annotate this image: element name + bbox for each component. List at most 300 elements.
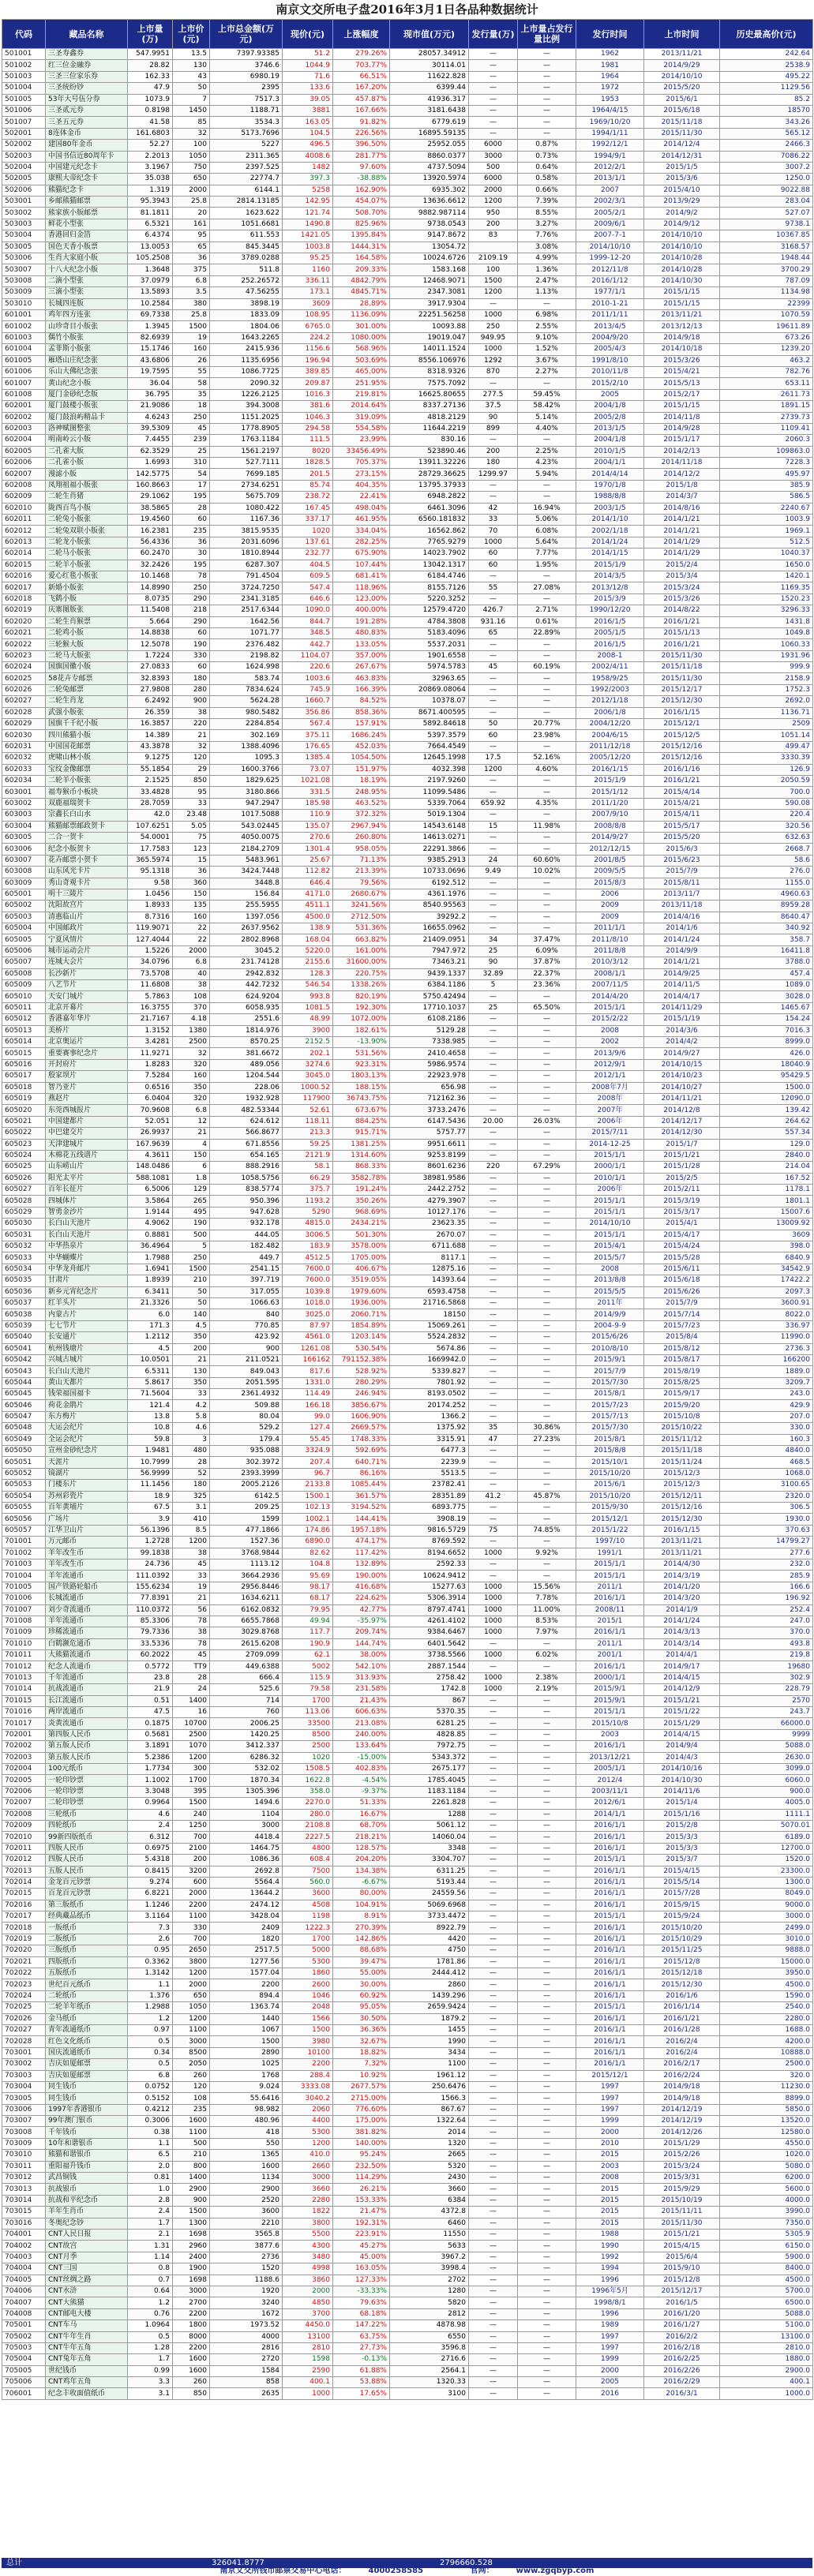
table-row[interactable] [2,219,813,230]
table-row[interactable] [2,968,813,979]
table-row[interactable] [2,1775,813,1786]
table-row[interactable] [2,2104,813,2115]
column-header: 上涨幅度 [333,20,390,49]
table-row[interactable] [2,1889,813,1900]
table-row[interactable] [2,1173,813,1184]
table-row[interactable] [2,480,813,491]
cell-issue-date: 1998/8/1 [576,2297,644,2308]
table-row[interactable] [2,1786,813,1797]
table-row[interactable] [2,1332,813,1343]
table-row[interactable] [2,707,813,718]
cell-name: 镜湖片 [46,1468,128,1479]
cell-list-amount: 252.26572 [210,275,283,286]
table-row[interactable] [2,2297,813,2308]
cell-list-qty: 0.8881 [128,1230,173,1241]
table-row[interactable] [2,1389,813,1400]
table-row[interactable] [2,2241,813,2252]
table-row[interactable] [2,1139,813,1150]
table-row[interactable] [2,627,813,638]
table-row[interactable] [2,1537,813,1548]
table-row[interactable] [2,2388,813,2399]
table-row[interactable] [2,1230,813,1241]
table-row[interactable] [2,2275,813,2286]
table-row[interactable] [2,242,813,253]
table-row[interactable] [2,2320,813,2331]
cell-change: 23.99% [333,435,390,446]
table-row[interactable] [2,309,813,320]
table-row[interactable] [2,94,813,105]
table-row[interactable] [2,2070,813,2081]
table-row[interactable] [2,151,813,162]
table-row[interactable] [2,515,813,526]
table-row[interactable] [2,1457,813,1468]
table-row[interactable] [2,844,813,855]
cell-issue-date: 2006年 [576,1185,644,1196]
cell-market-value: 5220.3252 [390,593,469,605]
table-row[interactable] [2,208,813,219]
cell-change: 2434.21% [333,1219,390,1230]
cell-issue-qty: — [469,1354,518,1365]
table-row[interactable] [2,639,813,650]
table-row[interactable] [2,1241,813,1252]
table-row[interactable] [2,298,813,309]
cell-change: 273.15% [333,469,390,480]
cell-list-price: 380 [173,298,210,309]
table-row[interactable] [2,867,813,878]
table-row[interactable] [2,741,813,752]
table-row[interactable] [2,2161,813,2172]
cell-issue-qty: 3000 [469,151,518,162]
cell-code: 502001 [2,128,46,139]
table-row[interactable] [2,2047,813,2058]
table-row[interactable] [2,162,813,173]
cell-list-amount: 1086.7725 [210,366,283,377]
table-row[interactable] [2,1025,813,1036]
table-row[interactable] [2,2127,813,2138]
table-row[interactable] [2,1309,813,1320]
cell-hist-high: 429.9 [720,1400,813,1411]
table-row[interactable] [2,1082,813,1093]
cell-price: 4171.0 [283,889,333,900]
table-row[interactable] [2,1264,813,1275]
table-row[interactable] [2,1707,813,1718]
table-row[interactable] [2,1354,813,1365]
table-row[interactable] [2,1809,813,1820]
cell-list-price: 140 [173,1309,210,1320]
table-row[interactable] [2,730,813,741]
table-row[interactable] [2,1604,813,1616]
cell-list-ratio: — [518,1036,576,1047]
cell-list-amount: 1051.6681 [210,219,283,230]
table-row[interactable] [2,1923,813,1934]
table-row[interactable] [2,1956,813,1968]
table-row[interactable] [2,673,813,684]
table-row[interactable] [2,1036,813,1047]
table-row[interactable] [2,1275,813,1286]
cell-issue-date: 2010/1/1 [576,1173,644,1184]
table-row[interactable] [2,1480,813,1491]
table-row[interactable] [2,1423,813,1434]
table-row[interactable] [2,1252,813,1264]
table-row[interactable] [2,1093,813,1104]
cell-list-date: 2015/1/21 [644,1695,720,1706]
cell-change: 80.00% [333,1889,390,1900]
table-row[interactable] [2,140,813,151]
table-row[interactable] [2,287,813,298]
table-row[interactable] [2,332,813,343]
table-row[interactable] [2,49,813,60]
table-row[interactable] [2,1150,813,1161]
cell-list-price: 2200 [173,2308,210,2320]
table-row[interactable] [2,435,813,446]
table-row[interactable] [2,1672,813,1683]
cell-list-ratio: 22.89% [518,627,576,638]
table-row[interactable] [2,616,813,627]
table-row[interactable] [2,1638,813,1649]
table-row[interactable] [2,71,813,82]
cell-price: 3980 [283,2036,333,2047]
cell-name: 中华蝴蝶片 [46,1252,128,1264]
table-row[interactable] [2,2342,813,2353]
table-row[interactable] [2,1877,813,1888]
table-row[interactable] [2,344,813,355]
cell-list-amount: 3815.9535 [210,526,283,537]
table-row[interactable] [2,878,813,889]
cell-issue-date: 1999 [576,2116,644,2127]
table-row[interactable] [2,1343,813,1354]
table-row[interactable] [2,1503,813,1514]
table-row[interactable] [2,1400,813,1411]
table-row[interactable] [2,401,813,412]
table-row[interactable] [2,1979,813,1990]
cell-name: CNT牛年生肖 [46,2331,128,2342]
cell-issue-date: 2015 [576,2150,644,2161]
table-row[interactable] [2,1945,813,1956]
cell-list-price: 250 [173,412,210,423]
table-row[interactable] [2,798,813,809]
table-row[interactable] [2,650,813,661]
table-row[interactable] [2,719,813,730]
table-row[interactable] [2,900,813,912]
table-row[interactable] [2,2308,813,2320]
table-row[interactable] [2,492,813,503]
table-row[interactable] [2,2173,813,2184]
cell-list-price: 350 [173,1332,210,1343]
table-row[interactable] [2,1048,813,1059]
cell-list-amount: 849.043 [210,1366,283,1377]
table-row[interactable] [2,945,813,957]
table-row[interactable] [2,264,813,275]
table-row[interactable] [2,446,813,457]
table-row[interactable] [2,1162,813,1173]
table-row[interactable] [2,1855,813,1866]
cell-list-price: 10700 [173,1718,210,1729]
cell-list-qty: 2.6 [128,1934,173,1945]
table-row[interactable] [2,185,813,196]
table-row[interactable] [2,1128,813,1139]
cell-hist-high: 5900.0 [720,2252,813,2263]
table-row[interactable] [2,1593,813,1604]
cell-list-price: 129 [173,1185,210,1196]
table-row[interactable] [2,571,813,582]
table-row[interactable] [2,1059,813,1070]
table-row[interactable] [2,2024,813,2035]
table-row[interactable] [2,2286,813,2297]
cell-code: 602002 [2,412,46,423]
table-row[interactable] [2,662,813,673]
cell-code: 702021 [2,1956,46,1968]
cell-price: 138.9 [283,923,333,934]
cell-issue-date: 2012/1/1 [576,1071,644,1082]
cell-list-price: 36 [173,537,210,548]
cell-issue-qty: 950 [469,208,518,219]
cell-issue-date: 2016/1/1 [576,2059,644,2070]
table-row[interactable] [2,832,813,843]
table-row[interactable] [2,1832,813,1843]
cell-list-amount: 381.6672 [210,1048,283,1059]
cell-price: 118.11 [283,1116,333,1127]
table-row[interactable] [2,105,813,116]
table-row[interactable] [2,889,813,900]
cell-hist-high: 9999 [720,1729,813,1740]
cell-list-qty: 39.5309 [128,423,173,434]
table-row[interactable] [2,593,813,605]
cell-hist-high: 3168.57 [720,242,813,253]
table-row[interactable] [2,821,813,832]
table-row[interactable] [2,1571,813,1582]
table-row[interactable] [2,1002,813,1013]
table-row[interactable] [2,230,813,242]
table-row[interactable] [2,2195,813,2206]
table-row[interactable] [2,253,813,264]
cell-list-ratio: 6.09% [518,945,576,957]
table-row[interactable] [2,2331,813,2342]
table-row[interactable] [2,764,813,775]
cell-code: 701011 [2,1650,46,1661]
table-row[interactable] [2,2354,813,2365]
table-row[interactable] [2,787,813,798]
table-row[interactable] [2,1411,813,1422]
cell-code: 605004 [2,923,46,934]
table-row[interactable] [2,117,813,128]
table-row[interactable] [2,1366,813,1377]
table-row[interactable] [2,2263,813,2275]
cell-code: 601005 [2,355,46,366]
table-row[interactable] [2,469,813,480]
table-row[interactable] [2,1820,813,1831]
table-row[interactable] [2,1207,813,1218]
table-row[interactable] [2,1763,813,1774]
table-row[interactable] [2,560,813,571]
table-row[interactable] [2,1661,813,1672]
table-row[interactable] [2,1718,813,1729]
table-row[interactable] [2,1559,813,1570]
table-row[interactable] [2,128,813,139]
cell-list-ratio: — [518,1900,576,1911]
cell-price: 1301.4 [283,844,333,855]
cell-list-amount: 947.628 [210,1207,283,1218]
table-row[interactable] [2,1911,813,1923]
table-row[interactable] [2,1434,813,1445]
table-row[interactable] [2,537,813,548]
cell-hist-high: 3007.2 [720,162,813,173]
cell-code: 605044 [2,1377,46,1388]
table-row[interactable] [2,412,813,423]
cell-price: 4500.0 [283,912,333,923]
table-row[interactable] [2,366,813,377]
table-row[interactable] [2,2218,813,2229]
table-row[interactable] [2,83,813,94]
table-row[interactable] [2,2013,813,2024]
cell-market-value: 17710.1037 [390,1002,469,1013]
table-row[interactable] [2,776,813,787]
table-row[interactable] [2,2059,813,2070]
table-row[interactable] [2,1185,813,1196]
table-row[interactable] [2,549,813,560]
table-row[interactable] [2,696,813,707]
table-row[interactable] [2,2207,813,2218]
cell-price: 1000.52 [283,1082,333,1093]
table-row[interactable] [2,923,813,934]
table-row[interactable] [2,1320,813,1331]
table-row[interactable] [2,1014,813,1025]
table-row[interactable] [2,526,813,537]
table-row[interactable] [2,1616,813,1627]
table-row[interactable] [2,605,813,616]
table-row[interactable] [2,810,813,821]
table-row[interactable] [2,60,813,71]
cell-code: 605001 [2,889,46,900]
table-row[interactable] [2,582,813,593]
cell-issue-qty: — [469,912,518,923]
table-row[interactable] [2,1729,813,1740]
cell-change: 3578.00% [333,1241,390,1252]
table-row[interactable] [2,1843,813,1854]
cell-issue-date: 2013/1/5 [576,423,644,434]
table-row[interactable] [2,1116,813,1127]
table-row[interactable] [2,197,813,208]
table-row[interactable] [2,2138,813,2149]
table-row[interactable] [2,1196,813,1207]
footer-site-url[interactable]: www.zgqbyp.com [516,2567,595,2575]
table-row[interactable] [2,1741,813,1752]
cell-hist-high: 1420.1 [720,571,813,582]
cell-list-qty: 1.7734 [128,1763,173,1774]
table-row[interactable] [2,378,813,389]
table-row[interactable] [2,1684,813,1695]
cell-list-price: 300 [173,1763,210,1774]
table-row[interactable] [2,1934,813,1945]
table-row[interactable] [2,2036,813,2047]
table-row[interactable] [2,753,813,764]
table-row[interactable] [2,1548,813,1559]
table-row[interactable] [2,1695,813,1706]
table-row[interactable] [2,1219,813,1230]
cell-list-date: 2015/4/17 [644,1230,720,1241]
table-row[interactable] [2,2116,813,2127]
footer-contact [209,2567,435,2575]
table-row[interactable] [2,2365,813,2376]
table-row[interactable] [2,423,813,434]
cell-list-date: 2014/4/15 [644,1672,720,1683]
table-row[interactable] [2,1105,813,1116]
table-row[interactable] [2,991,813,1002]
table-row[interactable] [2,934,813,945]
cell-list-price: 3200 [173,1866,210,1877]
table-row[interactable] [2,1627,813,1638]
table-row[interactable] [2,321,813,332]
table-row[interactable] [2,275,813,286]
table-row[interactable] [2,684,813,695]
table-row[interactable] [2,1525,813,1536]
cell-list-qty: 29.1062 [128,492,173,503]
table-row[interactable] [2,1297,813,1309]
table-row[interactable] [2,2230,813,2241]
table-row[interactable] [2,1491,813,1502]
table-row[interactable] [2,174,813,185]
table-row[interactable] [2,1468,813,1479]
table-row[interactable] [2,1866,813,1877]
cell-market-value: 10733.0696 [390,867,469,878]
cell-list-ratio: 2.38% [518,1672,576,1683]
cell-list-price: 750 [173,162,210,173]
cell-list-qty: 36.795 [128,389,173,400]
cell-change: 2715.00% [333,2093,390,2104]
table-row[interactable] [2,2081,813,2092]
cell-list-date: 2015/12/3 [644,1468,720,1479]
table-row[interactable] [2,1582,813,1593]
cell-change: 461.95% [333,515,390,526]
table-row[interactable] [2,2184,813,2195]
table-row[interactable] [2,389,813,400]
cell-price: 8500 [283,1729,333,1740]
table-row[interactable] [2,2377,813,2388]
table-row[interactable] [2,2150,813,2161]
table-row[interactable] [2,355,813,366]
table-row[interactable] [2,855,813,866]
table-row[interactable] [2,912,813,923]
table-row[interactable] [2,1650,813,1661]
table-row[interactable] [2,1514,813,1525]
table-row[interactable] [2,1377,813,1388]
table-row[interactable] [2,1071,813,1082]
cell-hist-high: 2739.73 [720,412,813,423]
cell-change: 923.31% [333,1059,390,1070]
cell-issue-date: 1989 [576,2320,644,2331]
cell-list-date: 2015/3/3 [644,1843,720,1854]
cell-hist-high: 1948.44 [720,253,813,264]
cell-change: 1748.33% [333,1434,390,1445]
table-row[interactable] [2,503,813,514]
table-row[interactable] [2,1968,813,1979]
table-row[interactable] [2,458,813,469]
footer-site[interactable] [460,2567,606,2575]
table-row[interactable] [2,2252,813,2263]
table-row[interactable] [2,980,813,991]
table-row[interactable] [2,2002,813,2013]
table-row[interactable] [2,957,813,968]
table-row[interactable] [2,1752,813,1763]
table-row[interactable] [2,1286,813,1297]
table-row[interactable] [2,2093,813,2104]
cell-change: 825.96% [333,219,390,230]
table-row[interactable] [2,1900,813,1911]
table-row[interactable] [2,1990,813,2001]
table-row[interactable] [2,1446,813,1457]
cell-code: 605016 [2,1059,46,1070]
table-row[interactable] [2,1798,813,1809]
cell-list-amount: 211.0521 [210,1354,283,1365]
